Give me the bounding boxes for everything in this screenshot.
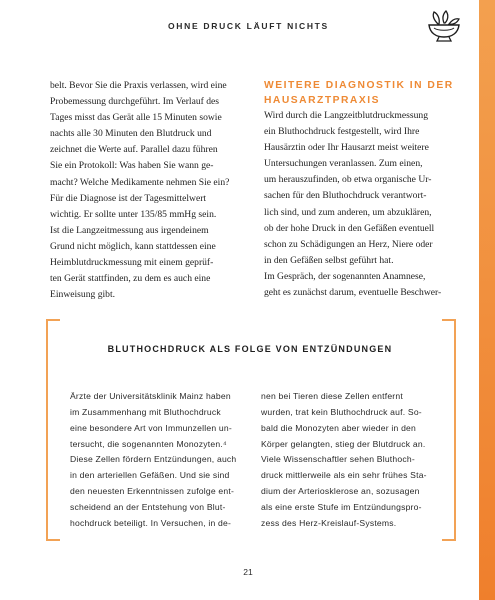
text-line: zess des Herz-Kreislauf-Systems. (261, 517, 397, 528)
text-line: Grund nicht möglich, kann stattdessen eine (50, 240, 216, 252)
text-line: hochdruck beteiligt. In Versuchen, in de- (70, 517, 232, 528)
text-line: Probemessung durchgeführt. Im Verlauf des (50, 96, 220, 108)
text-line: ten Gerät stattfinden, zu dem es auch eine (50, 273, 211, 285)
text-line: Diese Zellen fördern Entzündungen, auch (70, 454, 237, 465)
running-head: OHNE DRUCK LÄUFT NICHTS (168, 21, 329, 31)
right-column-text (264, 78, 464, 301)
section-heading: HAUSARZTPRAXIS (264, 95, 380, 106)
text-line: ob der hohe Druck in den Gefäßen eventuell (264, 222, 435, 234)
box-right-bracket (442, 319, 456, 541)
text-line: Viele Wissenschaftler sehen Bluthoch- (261, 454, 415, 465)
box-left-column (70, 389, 250, 532)
text-line: macht? Welche Medikamente nehmen Sie ein? (50, 176, 230, 188)
text-line: Tages misst das Gerät alle 15 Minuten sowie (50, 112, 222, 124)
text-line: druck mittlerweile als ein sehr frühes Sta- (261, 470, 427, 481)
text-line: nen bei Tieren diese Zellen entfernt (261, 391, 403, 401)
text-line: in den arteriellen Gefäßen. Und sie sind (70, 470, 230, 481)
text-line: in den Gefäßen selbst geführt hat. (264, 254, 394, 266)
section-heading: WEITERE DIAGNOSTIK IN DER (264, 80, 454, 91)
text-line: bald die Monozyten aber wieder in den (261, 422, 417, 433)
text-line: Wird durch die Langzeitblutdruckmessung (264, 110, 428, 121)
page-accent-bar (479, 0, 495, 600)
text-line: Für die Diagnose ist der Tagesmittelwert (50, 192, 207, 204)
box-right-column (261, 389, 441, 532)
text-line: eine besondere Art von Immunzellen un- (70, 422, 232, 433)
text-line: um herauszufinden, ob etwa organische Ur- (264, 174, 432, 186)
text-line: Einweisung gibt. (50, 289, 116, 301)
text-line: Ist die Langzeitmessung aus irgendeinem (50, 224, 209, 236)
box-left-bracket (46, 319, 60, 541)
text-line: scheidend an der Entstehung von Blut- (70, 501, 226, 512)
text-line: sachen für den Bluthochdruck verantwort- (264, 190, 427, 202)
text-line: nachts alle 30 Minuten den Blutdruck und (50, 128, 212, 140)
text-line: Hausärztin oder Ihr Hausarzt meist weitere (264, 142, 429, 154)
text-line: geht es zunächst darum, eventuelle Beschwer- (264, 287, 442, 299)
text-line: den neuesten Erkenntnissen zufolge ent- (70, 486, 235, 497)
text-line: wichtig. Er sollte unter 135/85 mmHg sein. (50, 208, 217, 220)
mortar-bowl-with-leaves-icon (425, 10, 463, 42)
left-column-text (50, 78, 240, 303)
text-line: Heimblutdruckmessung mit einem geprüf- (50, 257, 214, 269)
text-line: als eine erste Stufe im Entzündungspro- (261, 501, 422, 512)
text-line: im Zusammenhang mit Bluthochdruck (70, 406, 221, 417)
text-line: ein Bluthochdruck festgestellt, wird Ihre (264, 126, 420, 138)
text-line: tersucht, die sogenannten Monozyten.⁴ (70, 438, 227, 449)
text-line: Ärzte der Universitätsklinik Mainz haben (70, 391, 231, 401)
text-line: wurden, trat kein Bluthochdruck auf. So- (261, 406, 422, 417)
text-line: dium der Arteriosklerose an, sozusagen (261, 486, 420, 497)
text-line: lich sind, und zum anderen, um abzuklären, (264, 206, 432, 218)
text-line: belt. Bevor Sie die Praxis verlassen, wird eine (50, 80, 227, 91)
box-title: BLUTHOCHDRUCK ALS FOLGE VON ENTZÜNDUNGEN (107, 344, 393, 354)
text-line: Sie ein Protokoll: Was haben Sie wann ge- (50, 160, 214, 172)
text-line: schon zu Schädigungen an Herz, Niere oder (264, 238, 433, 250)
text-line: Körper gelangten, stieg der Blutdruck an. (261, 438, 426, 449)
text-line: Im Gespräch, der sogenannten Anamnese, (264, 270, 426, 282)
page-number: 21 (243, 567, 253, 577)
text-line: zeichnet die Werte auf. Parallel dazu führen (50, 144, 218, 156)
text-line: Untersuchungen veranlassen. Zum einen, (264, 158, 423, 170)
